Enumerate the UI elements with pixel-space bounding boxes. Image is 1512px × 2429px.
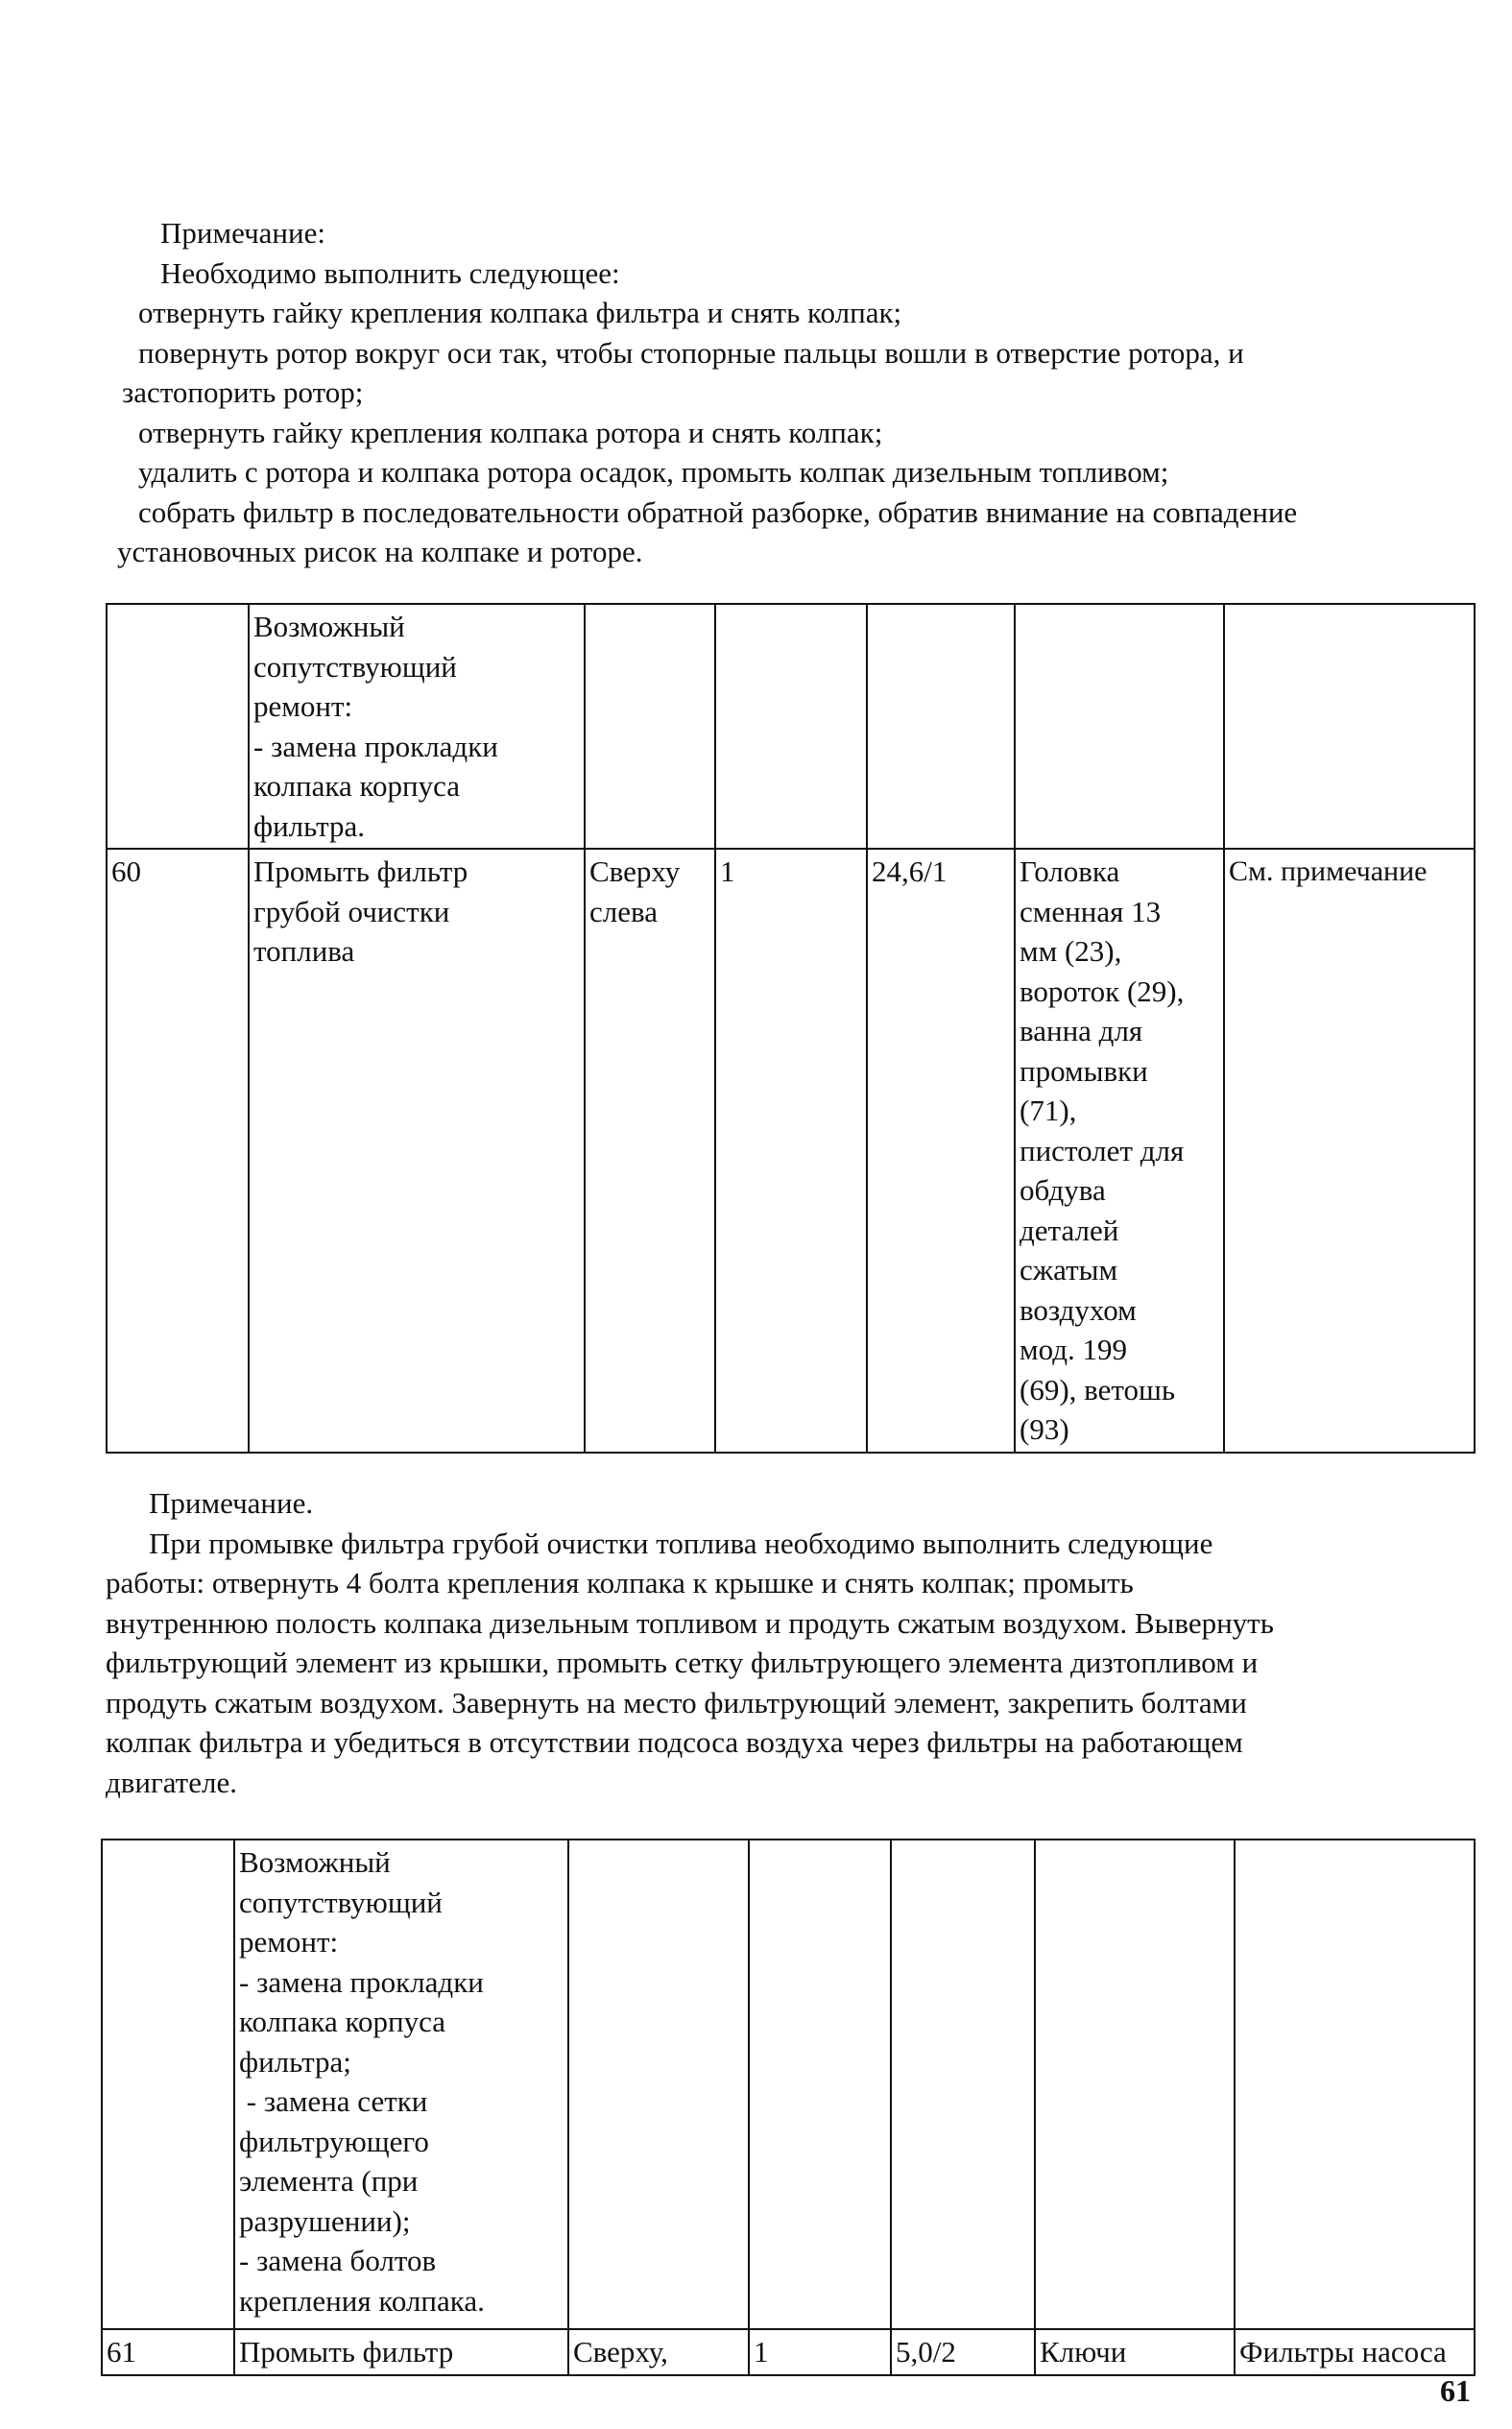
table-cell — [715, 604, 867, 849]
op-time-cell: 5,0/2 — [891, 2329, 1035, 2375]
note-2-title: Примечание. — [149, 1486, 314, 1520]
table-row — [102, 1840, 1475, 2329]
note-2-line: колпак фильтра и убедиться в отсутствии подсоса воздуха через фильтры на работающем — [106, 1725, 1243, 1759]
table-cell — [107, 604, 249, 849]
op-count-cell: 1 — [715, 849, 867, 1453]
note-2-line: продуть сжатым воздухом. Завернуть на место фильтрующий элемент, закрепить болтами — [106, 1685, 1247, 1720]
cell-line: фильтрующего — [239, 2124, 429, 2158]
cell-line: промывки — [1020, 1053, 1148, 1088]
cell-line: - замена сетки — [239, 2084, 428, 2118]
cell-line: деталей — [1020, 1213, 1119, 1247]
note-1-title: Примечание: — [160, 216, 325, 250]
table-cell — [1224, 604, 1475, 849]
cell-line: Промыть фильтр — [253, 854, 468, 888]
table-cell — [749, 1840, 891, 2329]
op-name-cell: Промыть фильтр — [234, 2329, 568, 2375]
cell-line: слева — [589, 894, 658, 928]
note-1-step: отвернуть гайку крепления колпака ротора и снять колпак; — [138, 415, 883, 449]
cell-line: колпака корпуса — [239, 2005, 445, 2038]
note-1-step: повернуть ротор вокруг оси так, чтобы стопорные пальцы вошли в отверстие ротора, и — [138, 335, 1244, 370]
op-tools-cell: Ключи — [1035, 2329, 1235, 2375]
cell-line: - замена прокладки — [253, 729, 498, 763]
op-number-cell: 60 — [107, 849, 249, 1453]
cell-line: Возможный — [253, 610, 405, 643]
op-remark-cell: Фильтры насоса — [1235, 2329, 1475, 2375]
table-cell — [568, 1840, 749, 2329]
cell-line: топлива — [253, 934, 355, 968]
table-cell — [891, 1840, 1035, 2329]
cell-line: мод. 199 — [1020, 1333, 1127, 1366]
table-row — [102, 2329, 1475, 2375]
table-row — [107, 604, 1475, 849]
note-2-line: фильтрующий элемент из крышки, промыть сетку фильтрующего элемента дизтопливом и — [106, 1646, 1259, 1679]
page-number: 61 — [1440, 2373, 1471, 2408]
operations-table-2 — [101, 1839, 1476, 2376]
cell-line: обдува — [1020, 1173, 1106, 1207]
table-cell — [1035, 1840, 1235, 2329]
op-tools-cell — [1015, 849, 1224, 1453]
cell-line: сопутствующий — [253, 649, 457, 684]
cell-line: воздухом — [1020, 1292, 1137, 1327]
repair-cell — [234, 1840, 568, 2329]
op-time-cell: 24,6/1 — [867, 849, 1015, 1453]
cell-line: сжатым — [1020, 1253, 1118, 1287]
cell-line: фильтра; — [239, 2044, 351, 2079]
note-1 — [117, 213, 1480, 572]
op-number-cell: 61 — [102, 2329, 234, 2375]
note-2 — [106, 1483, 1478, 1802]
note-2-line: двигателе. — [106, 1765, 237, 1799]
note-1-step: застопорить ротор; — [122, 375, 364, 409]
cell-line: ремонт: — [239, 1925, 339, 1959]
cell-line: - замена болтов — [239, 2244, 437, 2277]
note-2-line: работы: отвернуть 4 болта крепления колпака к крышке и снять колпак; промыть — [106, 1566, 1134, 1599]
note-1-step: установочных рисок на колпаке и роторе. — [117, 535, 643, 568]
note-1-intro: Необходимо выполнить следующее: — [160, 255, 620, 290]
cell-line: Сверху — [589, 854, 681, 888]
table-cell — [585, 604, 715, 849]
cell-line: разрушении); — [239, 2203, 411, 2238]
cell-line: (93) — [1020, 1412, 1069, 1446]
op-position-cell: Сверху, — [568, 2329, 749, 2375]
op-name-cell — [249, 849, 585, 1453]
cell-line: ванна для — [1020, 1014, 1143, 1047]
table-row — [107, 849, 1475, 1453]
operations-table-1 — [106, 603, 1476, 1454]
cell-line: колпака корпуса — [253, 769, 460, 803]
op-position-cell — [585, 849, 715, 1453]
cell-line: пистолет для — [1020, 1133, 1185, 1167]
note-2-line: внутреннюю полость колпака дизельным топливом и продуть сжатым воздухом. Вывернуть — [106, 1605, 1274, 1640]
cell-line: - замена прокладки — [239, 1964, 484, 1999]
cell-line: Возможный — [239, 1845, 391, 1879]
op-remark-cell: См. примечание — [1224, 849, 1475, 1453]
note-2-line: При промывке фильтра грубой очистки топлива необходимо выполнить следующие — [149, 1526, 1213, 1560]
table-cell — [1235, 1840, 1475, 2329]
cell-line: мм (23), — [1020, 934, 1122, 968]
cell-line: (71), — [1020, 1094, 1077, 1127]
repair-cell — [249, 604, 585, 849]
cell-line: (69), ветошь — [1020, 1372, 1176, 1407]
cell-line: элемента (при — [239, 2164, 419, 2198]
cell-line: Головка — [1020, 854, 1120, 888]
note-1-step: отвернуть гайку крепления колпака фильтра и снять колпак; — [138, 296, 902, 329]
cell-line: сопутствующий — [239, 1885, 443, 1919]
table-cell — [1015, 604, 1224, 849]
op-count-cell: 1 — [749, 2329, 891, 2375]
cell-line: сменная 13 — [1020, 894, 1162, 928]
cell-line: ремонт: — [253, 689, 353, 723]
cell-line: фильтра. — [253, 808, 366, 843]
note-1-step: собрать фильтр в последовательности обратной разборке, обратив внимание на совпадение — [138, 494, 1298, 529]
cell-line: вороток (29), — [1020, 974, 1185, 1008]
table-cell — [867, 604, 1015, 849]
cell-line: грубой очистки — [253, 894, 450, 928]
note-1-step: удалить с ротора и колпака ротора осадок, промыть колпак дизельным топливом; — [138, 455, 1169, 489]
cell-line: крепления колпака. — [239, 2283, 485, 2318]
table-cell — [102, 1840, 234, 2329]
